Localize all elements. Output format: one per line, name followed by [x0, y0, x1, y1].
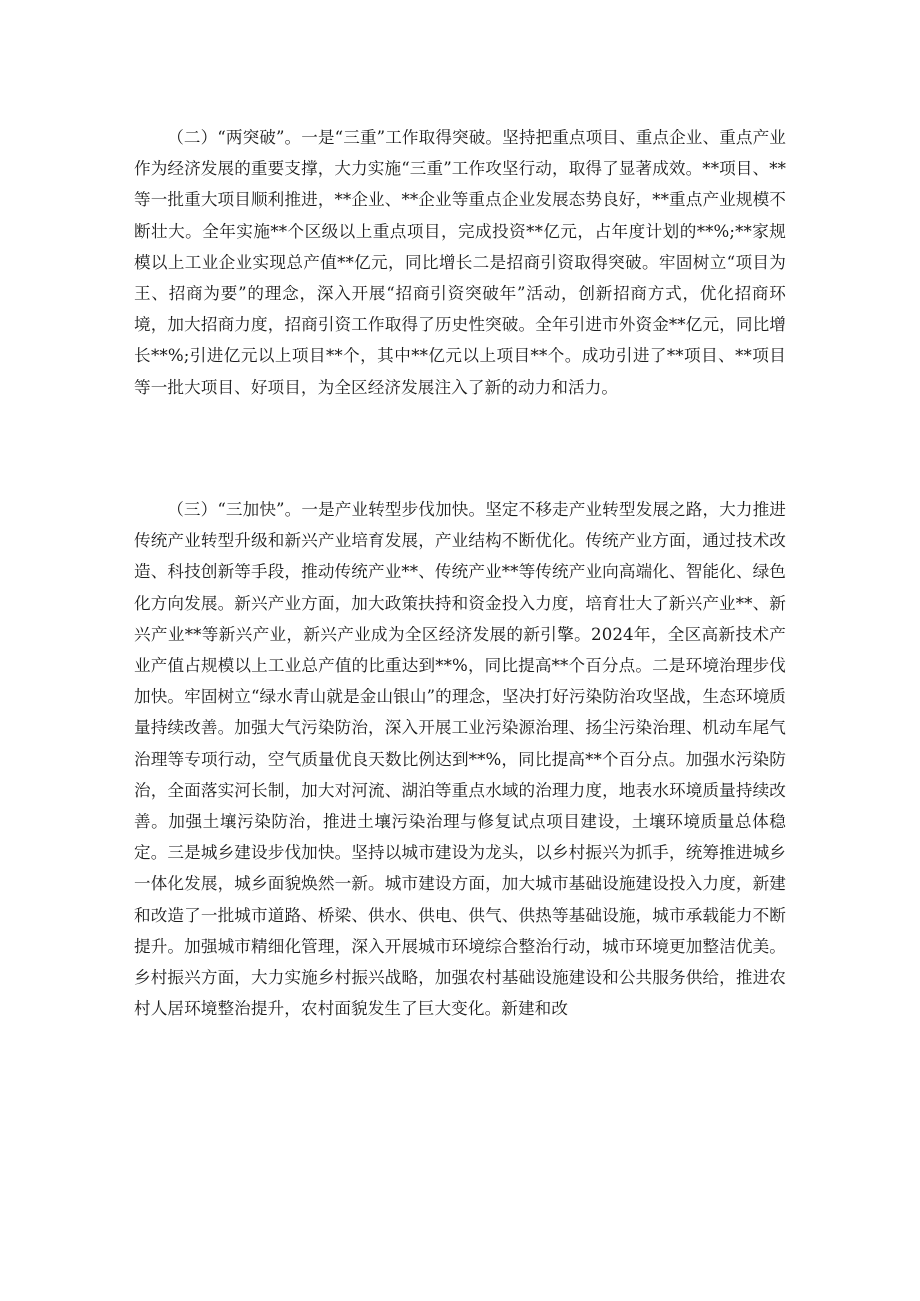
paragraph-three-accelerations: （三）“三加快”。一是产业转型步伐加快。坚定不移走产业转型发展之路，大力推进传统产业转型升级和新兴产业培育发展，产业结构不断优化。传统产业方面，通过技术改造、科技创新等手段，推动传统产业**、传统产业**等传统产业向高端化、智能化、绿色化方向发展。新兴产业方面，加大政策扶持和资金投入力度，培育壮大了新兴产业**、新兴产业**等新兴产业，新兴产业成为全区经济发展的新引擎。2024年，全区高新技术产业产值占规模以上工业总产值的比重达到**%，同比提高**个百分点。二是环境治理步伐加快。牢固树立“绿水青山就是金山银山”的理念，坚决打好污染防治攻坚战，生态环境质量持续改善。加强大气污染防治，深入开展工业污染源治理、扬尘污染治理、机动车尾气治理等专项行动，空气质量优良天数比例达到**%，同比提高**个百分点。加强水污染防治，全面落实河长制，加大对河流、湖泊等重点水域的治理力度，地表水环境质量持续改善。加强土壤污染防治，推进土壤污染治理与修复试点项目建设，土壤环境质量总体稳定。三是城乡建设步伐加快。坚持以城市建设为龙头，以乡村振兴为抓手，统筹推进城乡一体化发展，城乡面貌焕然一新。城市建设方面，加大城市基础设施建设投入力度，新建和改造了一批城市道路、桥梁、供水、供电、供气、供热等基础设施，城市承载能力不断提升。加强城市精细化管理，深入开展城市环境综合整治行动，城市环境更加整洁优美。乡村振兴方面，大力实施乡村振兴战略，加强农村基础设施建设和公共服务供给，推进农村人居环境整治提升，农村面貌发生了巨大变化。新建和改: [134, 500, 786, 1019]
paragraph-two-breakthroughs: （二）“两突破”。一是“三重”工作取得突破。坚持把重点项目、重点企业、重点产业作为经济发展的重要支撑，大力实施“三重”工作攻坚行动，取得了显著成效。**项目、**等一批重大项目顺利推进，**企业、**企业等重点企业发展态势良好，**重点产业规模不断壮大。全年实施**个区级以上重点项目，完成投资**亿元，占年度计划的**%;**家规模以上工业企业实现总产值**亿元，同比增长二是招商引资取得突破。牢固树立“项目为王、招商为要”的理念，深入开展“招商引资突破年”活动，创新招商方式，优化招商环境，加大招商力度，招商引资工作取得了历史性突破。全年引进市外资金**亿元，同比增长**%;引进亿元以上项目**个，其中**亿元以上项目**个。成功引进了**项目、**项目等一批大项目、好项目，为全区经济发展注入了新的动力和活力。: [134, 128, 786, 397]
